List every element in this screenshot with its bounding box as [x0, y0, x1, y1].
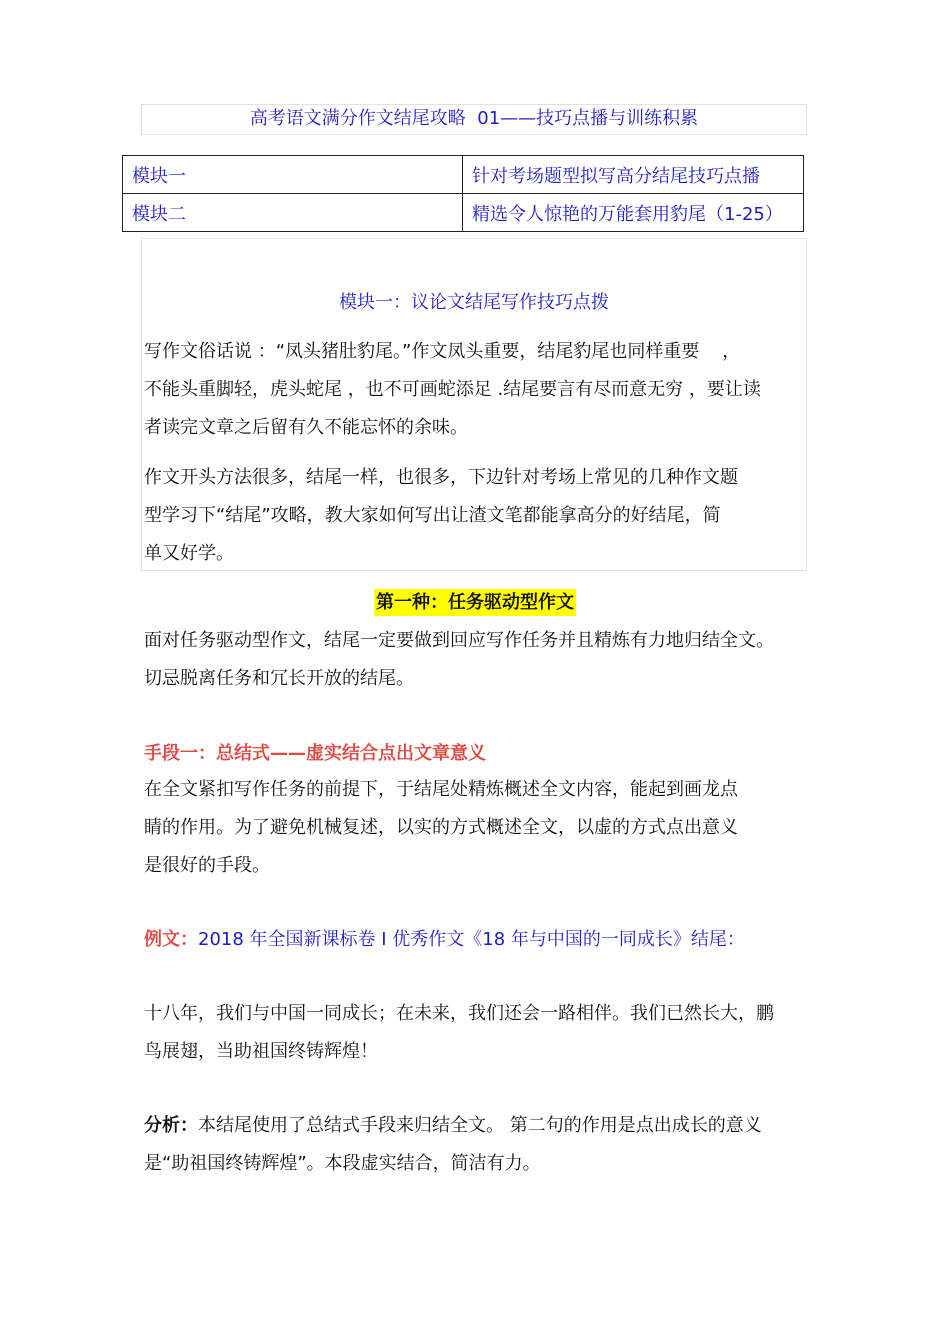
text-line: 作文开头方法很多，结尾一样，也很多，下边针对考场上常见的几种作文题 [144, 467, 738, 488]
highlighted-heading: 第一种：任务驱动型作文 [374, 589, 576, 616]
text-line: 是很好的手段。 [144, 855, 270, 876]
intro-paragraph-2 [144, 459, 809, 573]
example-line [144, 925, 745, 951]
text-line: 面对任务驱动型作文，结尾一定要做到回应写作任务并且精炼有力地归结全文。 [144, 630, 774, 651]
module-name: 模块一 [123, 156, 463, 194]
text-line: 者读完文章之后留有久不能忘怀的余味。 [144, 417, 468, 438]
type-description [144, 622, 809, 698]
section-heading: 模块一：议论文结尾写作技巧点拨 [339, 292, 609, 313]
text-line: 是“助祖国终铸辉煌”。本段虚实结合，简洁有力。 [144, 1153, 541, 1174]
text-line: 写作文俗话说 ：“凤头猪肚豹尾。”作文凤头重要，结尾豹尾也同样重要 ， [144, 341, 741, 362]
text-line [144, 1107, 809, 1145]
text-line: 型学习下“结尾”攻略，教大家如何写出让渣文笔都能拿高分的好结尾，简 [144, 505, 721, 526]
method-heading: 手段一：总结式——虚实结合点出文章意义 [144, 743, 486, 764]
text-line: 不能头重脚轻，虎头蛇尾 ，也不可画蛇添足 .结尾要言有尽而意无穷 ，要让读 [144, 379, 761, 400]
text-line: 在全文紧扣写作任务的前提下，于结尾处精炼概述全文内容，能起到画龙点 [144, 779, 738, 800]
module-name: 模块二 [123, 194, 463, 232]
text-line: 十八年，我们与中国一同成长；在未来，我们还会一路相伴。我们已然长大，鹏 [144, 1003, 774, 1024]
table-row [123, 194, 804, 232]
table-row [123, 156, 804, 194]
module-desc: 精选令人惊艳的万能套用豹尾（1-25） [463, 194, 804, 232]
module-table [122, 155, 804, 232]
analysis-text: 本结尾使用了总结式手段来归结全文。 第二句的作用是点出成长的意义 [198, 1115, 762, 1136]
example-source: 2018 年全国新课标卷 I 优秀作文《18 年与中国的一同成长》结尾： [198, 929, 745, 950]
analysis-label: 分析： [144, 1115, 198, 1136]
text-line: 单又好学。 [144, 543, 234, 564]
text-line: 睛的作用。为了避免机械复述，以实的方式概述全文，以虚的方式点出意义 [144, 817, 738, 838]
text-line: 切忌脱离任务和冗长开放的结尾。 [144, 668, 414, 689]
example-label: 例文： [144, 929, 198, 950]
method-description [144, 771, 809, 885]
page-title: 高考语文满分作文结尾攻略 01——技巧点播与训练积累 [141, 104, 807, 135]
intro-paragraph-1 [144, 333, 809, 447]
text-line: 鸟展翅，当助祖国终铸辉煌！ [144, 1041, 378, 1062]
module-desc: 针对考场题型拟写高分结尾技巧点播 [463, 156, 804, 194]
example-body [144, 995, 809, 1071]
analysis-paragraph [144, 1107, 809, 1183]
type-heading [0, 588, 950, 614]
